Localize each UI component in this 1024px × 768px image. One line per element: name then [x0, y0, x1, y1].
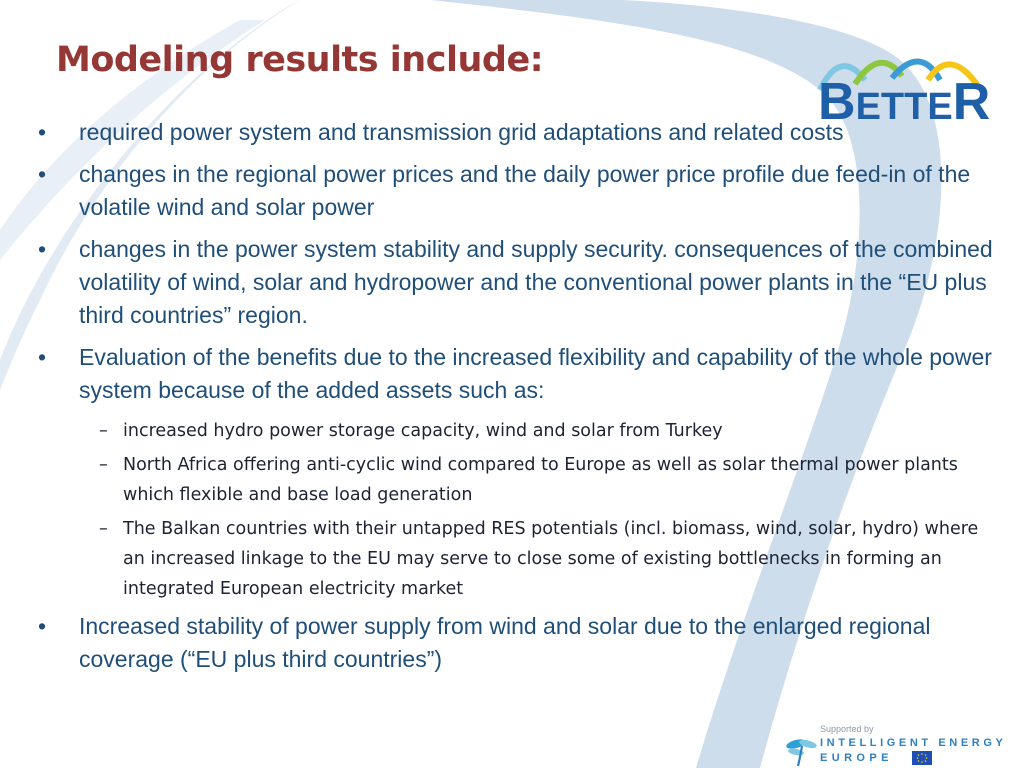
sub-bullet-item — [99, 514, 1000, 604]
sub-bullet-item — [99, 450, 1000, 510]
sub-bullet-marker: – — [99, 421, 108, 441]
sub-bullet-marker: – — [99, 519, 108, 539]
sub-bullet-marker: – — [99, 455, 108, 475]
europe-label: EUROPE — [820, 752, 893, 764]
intelligent-energy-europe-logo — [786, 722, 1021, 768]
sub-bullet-text: North Africa offering anti-cyclic wind compared to Europe as well as solar thermal power plants which flexible and base load generation — [123, 455, 958, 505]
bullet-marker: • — [38, 119, 47, 145]
bullet-item — [36, 341, 1000, 407]
sub-bullet-text: The Balkan countries with their untapped RES potentials (incl. biomass, wind, solar, hydro) where an increased linkage to the EU may serve to close some of existing bottlenecks in forming an integrated European electricity market — [123, 519, 979, 599]
intelligent-energy-label: INTELLIGENT ENERGY — [820, 737, 1007, 749]
logo-letter-b: B — [818, 73, 856, 131]
dragonfly-icon — [786, 732, 818, 768]
bullet-item — [36, 610, 1000, 676]
bullet-text: required power system and transmission grid adaptations and related costs — [79, 119, 844, 145]
sub-bullet-item — [99, 416, 1000, 446]
slide-content — [36, 116, 1000, 685]
logo-letters-ette: ETTE — [855, 86, 953, 128]
eu-flag-icon — [912, 751, 932, 765]
bullet-marker: • — [38, 161, 47, 187]
supported-by-label: Supported by — [820, 724, 874, 734]
bullet-text: Increased stability of power supply from wind and solar due to the enlarged regional coverage (“EU plus third countries”) — [79, 613, 931, 672]
bullet-marker: • — [38, 613, 47, 639]
bullet-marker: • — [38, 344, 47, 370]
bullet-item — [36, 116, 1000, 149]
bullet-marker: • — [38, 236, 47, 262]
slide-title: Modeling results include: — [56, 40, 544, 80]
bullet-text: changes in the regional power prices and the daily power price profile due feed-in of the volatile wind and solar power — [79, 161, 971, 220]
logo-letter-r: R — [952, 73, 991, 131]
bullet-text: Evaluation of the benefits due to the increased flexibility and capability of the whole power system because of the added assets such as: — [79, 344, 992, 403]
bullet-item — [36, 233, 1000, 332]
bullet-item — [36, 158, 1000, 224]
bullet-text: changes in the power system stability and supply security. consequences of the combined volatility of wind, solar and hydropower and the conventional power plants in the “EU plus third countries” region. — [79, 236, 993, 328]
sub-bullet-text: increased hydro power storage capacity, wind and solar from Turkey — [123, 421, 723, 441]
